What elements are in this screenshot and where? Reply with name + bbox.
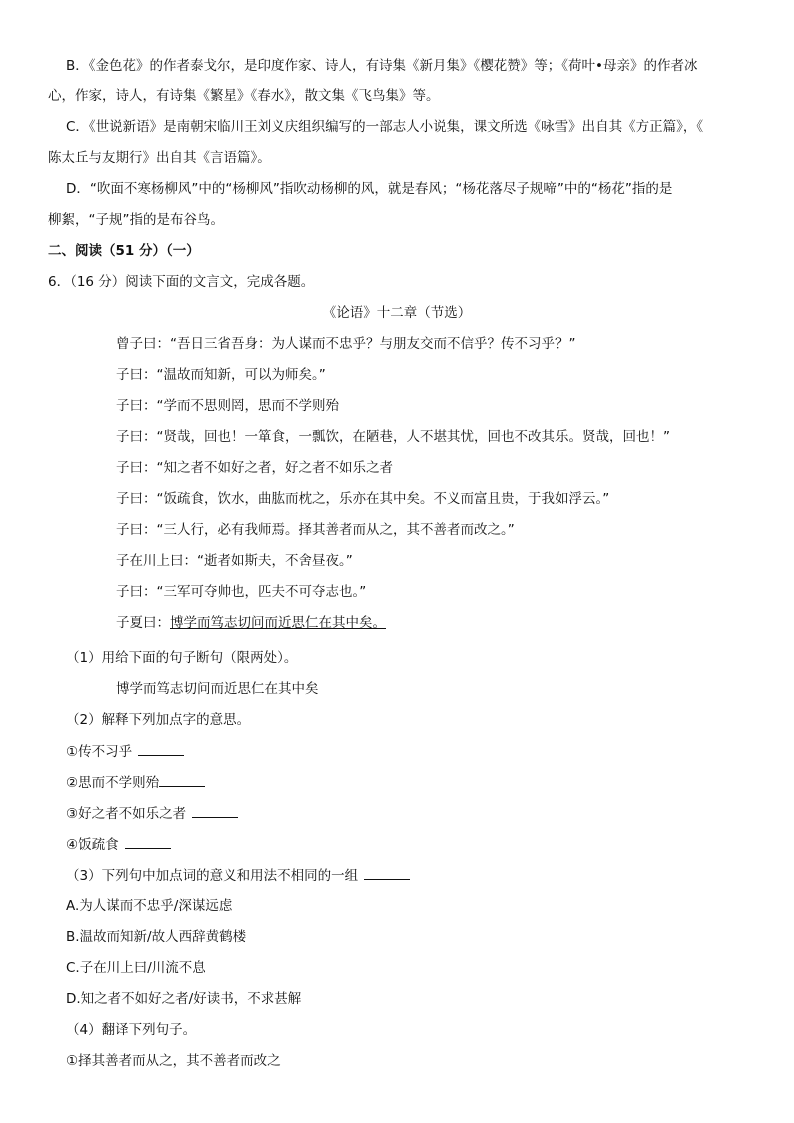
answer-blank[interactable] [192, 803, 238, 818]
passage-line: 子在川上曰：“逝者如斯夫，不舍昼夜。” [116, 553, 353, 569]
q3-prompt [66, 865, 410, 886]
q3-choice: D.知之者不如好之者/好读书，不求甚解 [66, 991, 302, 1007]
q2-item [66, 741, 184, 762]
q2-item-text: ①传不习乎 [66, 744, 133, 760]
passage-last-line [116, 613, 386, 633]
option-c-line-1: C．《世说新语》是南朝宋临川王刘义庆组织编写的一部志人小说集，课文所选《咏雪》出自其《方正篇》，《 [66, 119, 704, 135]
section-heading: 二、阅读（51 分）（一） [48, 243, 200, 259]
option-b-line-1: B．《金色花》的作者泰戈尔，是印度作家、诗人，有诗集《新月集》《樱花赞》等；《荷叶•母亲》的作者冰 [66, 58, 698, 74]
option-d-line-2: 柳絮，“子规”指的是布谷鸟。 [48, 212, 224, 228]
passage-line: 子曰：“知之者不如好之者，好之者不如乐之者 [116, 460, 393, 476]
passage-line: 曾子曰：“吾日三省吾身：为人谋而不忠乎？与朋友交而不信乎？传不习乎？” [116, 336, 576, 352]
q2-prompt: （2）解释下列加点字的意思。 [66, 712, 251, 728]
passage-line: 子曰：“三军可夺帅也，匹夫不可夺志也。” [116, 584, 367, 600]
answer-blank[interactable] [138, 741, 184, 756]
answer-blank[interactable] [364, 865, 410, 880]
passage-line: 子曰：“学而不思则罔，思而不学则殆 [116, 398, 339, 414]
passage-line: 子曰：“贤哉，回也！一箪食，一瓢饮，在陋巷，人不堪其忧，回也不改其乐。贤哉，回也！” [116, 429, 670, 445]
q2-item-text: ③好之者不如乐之者 [66, 806, 187, 822]
q2-item-text: ②思而不学则殆 [66, 775, 160, 791]
passage-line: 子曰：“温故而知新，可以为师矣。” [116, 367, 326, 383]
q1-prompt: （1）用给下面的句子断句（限两处）。 [66, 650, 298, 666]
q4-item: ①择其善者而从之，其不善者而改之 [66, 1053, 281, 1069]
answer-blank[interactable] [159, 772, 205, 787]
q2-item [66, 834, 171, 855]
q3-choice: A.为人谋而不忠乎/深谋远虑 [66, 898, 233, 914]
option-b-line-2: 心，作家，诗人，有诗集《繁星》《春水》，散文集《飞鸟集》等。 [48, 88, 440, 104]
q3-prompt-text: （3）下列句中加点词的意义和用法不相同的一组 [66, 868, 359, 884]
q3-choice: B.温故而知新/故人西辞黄鹤楼 [66, 929, 247, 945]
q2-item [66, 772, 205, 793]
speaker-label: 子夏曰： [116, 615, 170, 631]
answer-blank[interactable] [125, 834, 171, 849]
option-d-line-1: D．“吹面不寒杨柳风”中的“杨柳风”指吹动杨柳的风，就是春风；“杨花落尽子规啼”中的“杨花”指的是 [66, 181, 673, 197]
q3-choice: C.子在川上曰/川流不息 [66, 960, 206, 976]
q2-item-text: ④饭疏食 [66, 837, 119, 853]
underlined-sentence: 博学而笃志切问而近思仁在其中矣。 [170, 615, 386, 631]
q1-sentence: 博学而笃志切问而近思仁在其中矣 [116, 681, 319, 697]
q2-item [66, 803, 238, 824]
option-c-line-2: 陈太丘与友期行》出自其《言语篇》。 [48, 150, 271, 166]
q4-prompt: （4）翻译下列句子。 [66, 1022, 197, 1038]
question-6-stem: 6．（16 分）阅读下面的文言文，完成各题。 [48, 274, 315, 290]
passage-title: 《论语》十二章（节选） [322, 305, 472, 321]
passage-line: 子曰：“三人行，必有我师焉。择其善者而从之，其不善者而改之。” [116, 522, 515, 538]
passage-line: 子曰：“饭疏食，饮水，曲肱而枕之，乐亦在其中矣。不义而富且贵，于我如浮云。” [116, 491, 610, 507]
